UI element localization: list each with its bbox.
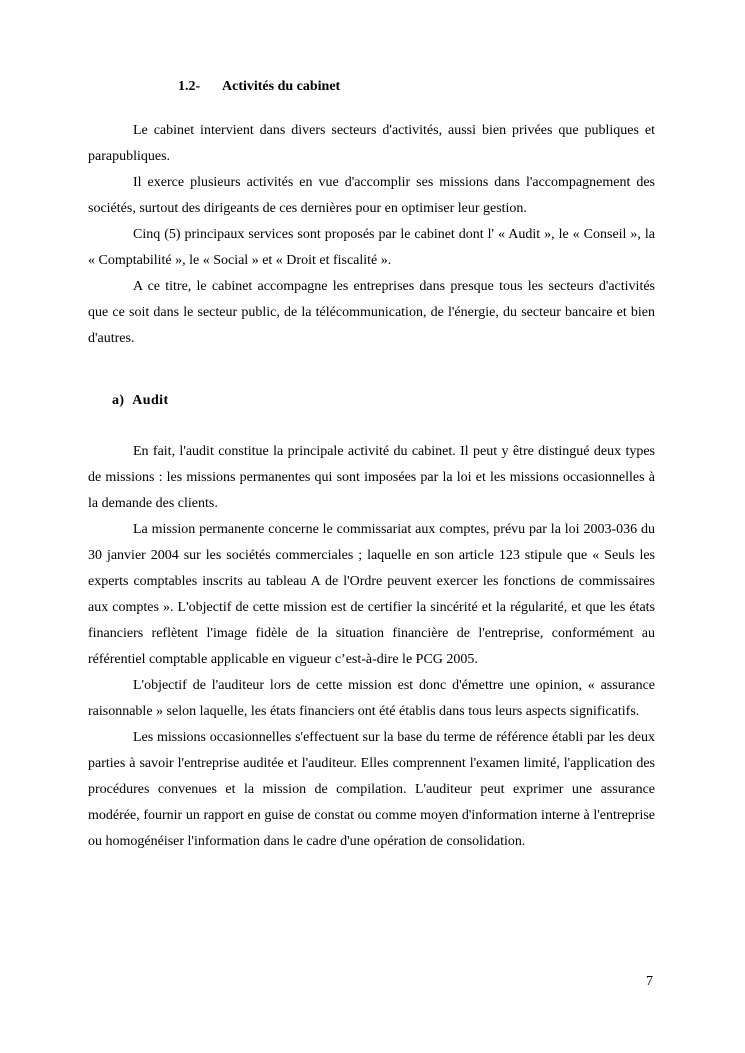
section-title: Activités du cabinet	[222, 79, 341, 94]
section-heading	[178, 78, 340, 96]
subsection-title: Audit	[132, 393, 169, 408]
paragraph: La mission permanente concerne le commissariat aux comptes, prévu par la loi 2003-036 du 30 janvier 2004 sur les sociétés commerciales ; laquelle en son article 123 stipule que « Seuls les experts comptables inscrits au tableau A de l'Ordre peuvent exercer les fonctions de commissaires aux comptes ». L'objectif de cette mission est de certifier la sincérité et la régularité, et que les états financiers reflètent l'image fidèle de la situation financière de l'entreprise, conformément au référentiel comptable applicable en vigueur c’est-à-dire le PCG 2005.	[88, 522, 655, 667]
paragraph: Il exerce plusieurs activités en vue d'accomplir ses missions dans l'accompagnement des sociétés, surtout des dirigeants de ces dernières pour en optimiser leur gestion.	[88, 175, 655, 216]
subsection-label: a)	[112, 393, 125, 408]
page-number: 7	[646, 974, 653, 989]
section-number: 1.2-	[178, 79, 201, 94]
paragraph: Cinq (5) principaux services sont proposés par le cabinet dont l' « Audit », le « Conseil », la « Comptabilité », le « Social » et « Droit et fiscalité ».	[88, 227, 655, 268]
subsection-heading	[112, 392, 169, 410]
audit-text-block	[88, 439, 655, 855]
paragraph: A ce titre, le cabinet accompagne les entreprises dans presque tous les secteurs d'activités que ce soit dans le secteur public, de la télécommunication, de l'énergie, du secteur bancaire et bien d'autres.	[88, 279, 655, 346]
paragraph: En fait, l'audit constitue la principale activité du cabinet. Il peut y être distingué deux types de missions : les missions permanentes qui sont imposées par la loi et les missions occasionnelles à la demande des clients.	[88, 444, 655, 511]
paragraph: Le cabinet intervient dans divers secteurs d'activités, aussi bien privées que publiques et parapubliques.	[88, 123, 655, 164]
paragraph: L'objectif de l'auditeur lors de cette mission est donc d'émettre une opinion, « assurance raisonnable » selon laquelle, les états financiers ont été établis dans tous leurs aspects significatifs.	[88, 678, 655, 719]
intro-text-block	[88, 118, 655, 352]
paragraph: Les missions occasionnelles s'effectuent sur la base du terme de référence établi par les deux parties à savoir l'entreprise auditée et l'auditeur. Elles comprennent l'examen limité, l'application des procédures convenues et la mission de compilation. L'auditeur peut exprimer une assurance modérée, fournir un rapport en guise de constat ou comme moyen d'information interne à l'entreprise ou homogénéiser l'information dans le cadre d'une opération de consolidation.	[88, 730, 655, 849]
